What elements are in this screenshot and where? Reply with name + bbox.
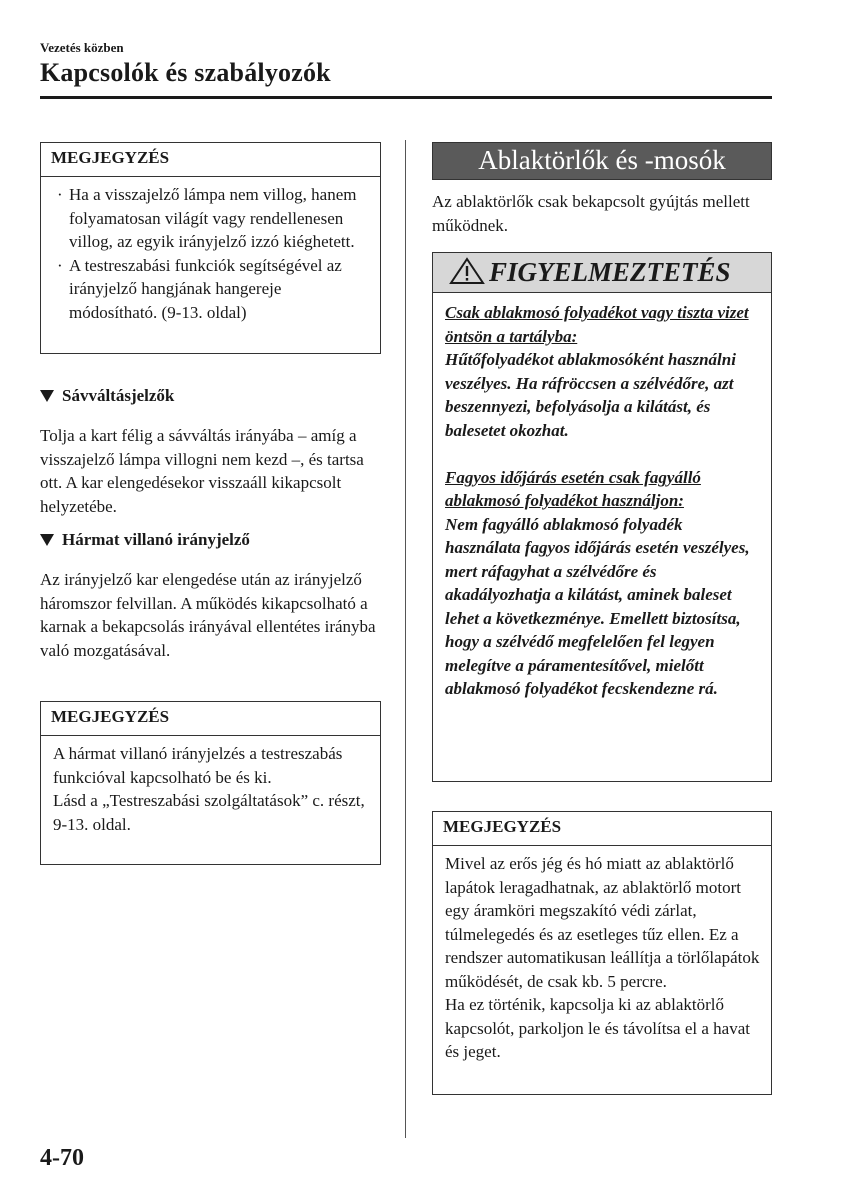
section-label: Vezetés közben	[40, 40, 124, 55]
bullet-icon: ·	[57, 255, 63, 275]
list-item	[53, 183, 370, 254]
warning-text: Nem fagyálló ablakmosó folyadék használata fagyos időjárás esetén veszélyes, mert ráfagyhat a szélvédőre és akadályozhatja a kilátást, aminek baleset lehet a következménye. Emellett biztosítsa, hogy a szélvédő megfelelően fel legyen melegítve a páramentesítővel, mielőtt ablakmosó folyadékot fecskendezne rá.	[445, 514, 750, 698]
list-item-text: A testreszabási funkciók segítségével az irányjelző hangjának hangereje módosítható. (9-13. oldal)	[69, 255, 342, 322]
page-number: 4-70	[40, 1145, 84, 1171]
warning-body	[433, 293, 771, 701]
note-heading: MEGJEGYZÉS	[433, 812, 771, 846]
warning-paragraph	[445, 301, 759, 442]
column-divider	[405, 140, 406, 1138]
note-box-triple-flash	[40, 701, 381, 865]
subheading-text: Hármat villanó irányjelző	[62, 530, 250, 549]
note-body	[433, 846, 771, 1072]
warning-rule: Fagyos időjárás esetén csak fagyálló ablakmosó folyadékot használjon:	[445, 467, 701, 510]
note-body	[41, 177, 380, 332]
page-title: Kapcsolók és szabályozók	[40, 58, 331, 87]
subheading-lane-change	[40, 386, 174, 406]
warning-text: Hűtőfolyadékot ablakmosóként használni veszélyes. Ha ráfröccsen a szélvédőre, azt beszennyezi, befolyásolja a kilátást, és balesetet okozhat.	[445, 350, 736, 440]
note-box-indicator	[40, 142, 381, 354]
note-heading: MEGJEGYZÉS	[41, 702, 380, 736]
bullet-icon: ·	[57, 185, 63, 204]
subheading-triple-flash	[40, 530, 250, 550]
note-body	[41, 736, 380, 844]
warning-box	[432, 252, 772, 782]
triangle-down-icon	[40, 390, 54, 402]
warning-paragraph	[445, 466, 759, 701]
paragraph-lane-change: Tolja a kart félig a sávváltás irányába – amíg a visszajelző lámpa villogni nem kezd –, és tartsa ott. A kar elengedésekor visszaáll kikapcsolt helyzetébe.	[40, 426, 364, 516]
paragraph-triple-flash: Az irányjelző kar elengedése után az irányjelző háromszor felvillan. A működés kikapcsolható a karnak a bekapcsolás irányával ellentétes irányba való mozgatásával.	[40, 570, 376, 660]
warning-heading	[433, 253, 771, 293]
warning-triangle-icon	[449, 257, 485, 285]
list-item-text: Ha a visszajelző lámpa nem villog, hanem folyamatosan világít vagy rendellenesen villog, az egyik irányjelző izzó kiéghetett.	[69, 185, 357, 251]
intro-paragraph: Az ablaktörlők csak bekapcsolt gyújtás mellett működnek.	[432, 192, 750, 235]
subheading-text: Sávváltásjelzők	[62, 386, 175, 405]
note-text: Mivel az erős jég és hó miatt az ablaktörlő lapátok leragadhatnak, az ablaktörlő motort egy áramköri megszakító védi zárlat, túlmelegedés és az esetleges tűz ellen. Ez a rendszer automatikusan leállítja a törlőlapátok működését, de csak kb. 5 percre.	[445, 854, 760, 991]
note-box-wiper	[432, 811, 772, 1095]
note-text: Lásd a „Testreszabási szolgáltatások” c. részt, 9-13. oldal.	[53, 791, 365, 834]
section-band-title: Ablaktörlők és -mosók	[432, 142, 772, 180]
list-item	[53, 254, 370, 325]
bullet-list	[53, 183, 370, 324]
triangle-down-icon	[40, 534, 54, 546]
title-rule	[40, 96, 772, 99]
note-text: Ha ez történik, kapcsolja ki az ablaktörlő kapcsolót, parkoljon le és távolítsa el a havat és jeget.	[445, 995, 750, 1061]
note-heading: MEGJEGYZÉS	[41, 143, 380, 177]
note-text: A hármat villanó irányjelzés a testreszabás funkcióval kapcsolható be és ki.	[53, 744, 343, 787]
warning-heading-text: FIGYELMEZTETÉS	[489, 257, 731, 287]
warning-rule: Csak ablakmosó folyadékot vagy tiszta vizet öntsön a tartályba:	[445, 303, 749, 346]
